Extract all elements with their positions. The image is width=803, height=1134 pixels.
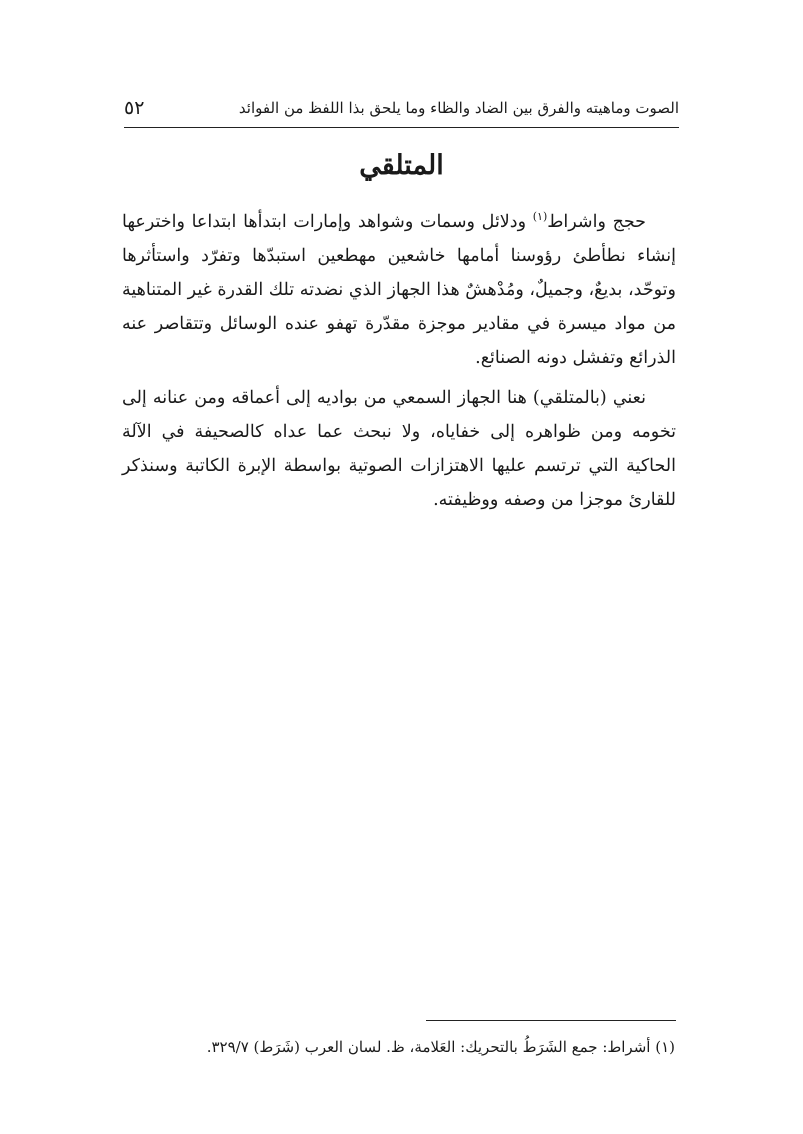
- footnote-marker: (١): [532, 210, 548, 224]
- paragraph-1-lead: حجج واشراط: [547, 212, 646, 232]
- body-text: [122, 205, 676, 523]
- page-header: [124, 93, 679, 123]
- page-number: ٥٢: [124, 97, 145, 119]
- header-divider: [124, 127, 679, 128]
- paragraph-2: نعني (بالمتلقي) هنا الجهاز السمعي من بواديه إلى أعماقه ومن عنانه إلى تخومه ومن ظواهره إلى خفاياه، ولا نبحث عما عداه كالصحيفة في الآلة الحاكية التي ترتسم عليها الاهتزازات الصوتية بواسطة الإبرة الكاتبة وسنذكر للقارئ موجزا من وصفه ووظيفته.: [122, 388, 676, 510]
- footnote: (١) أشراط: جمع الشَرَطُ بالتحريك: العَلامة، ظ. لسان العرب (شَرَط) ٣٢٩/٧.: [206, 1038, 675, 1056]
- paragraph-1-rest: ودلائل وسمات وشواهد وإمارات ابتدأها ابتداعا واخترعها إنشاء نطأطئ رؤوسنا أمامها خاشعين مهطعين استبدّها وتفرّد واستأثرها وتوحّد، بديعٌ، وجميلٌ، ومُدْهشٌ هذا الجهاز الذي نضدته تلك القدرة غير المتناهية من مواد ميسرة في مقادير موجزة مقدّرة تهفو عنده الوسائل وتتقاصر عنه الذرائع وتفشل دونه الصنائع.: [122, 212, 676, 368]
- footnote-divider: [426, 1020, 676, 1021]
- section-title: المتلقي: [359, 150, 444, 181]
- paragraph-1: [122, 205, 676, 375]
- running-title: الصوت وماهيته والفرق بين الضاد والظاء وما يلحق بذا اللفظ من الفوائد: [238, 99, 679, 117]
